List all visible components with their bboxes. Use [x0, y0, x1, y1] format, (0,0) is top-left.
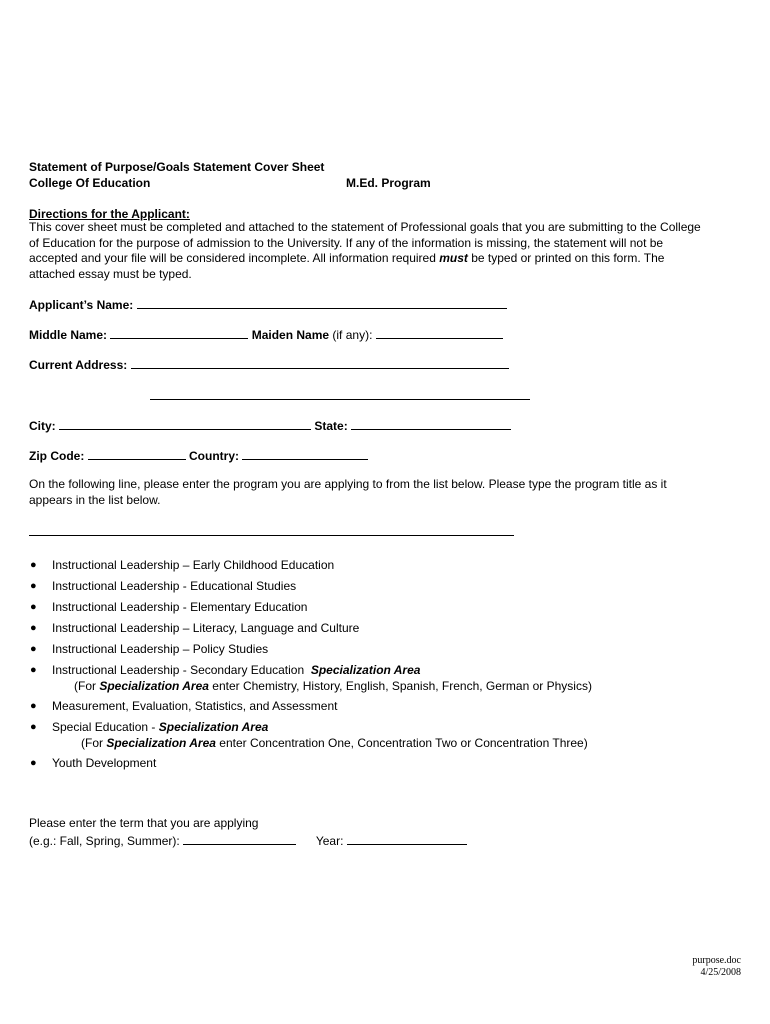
year-label: Year:	[315, 834, 347, 848]
program-instruction-line: On the following line, please enter the program you are applying to from the list below. Please type the program title as it	[29, 477, 667, 491]
directions-line: This cover sheet must be completed and attached to the statement of Professional goals that you are submitting to the College	[29, 220, 701, 234]
list-item-text: Special Education -	[52, 720, 159, 734]
term-instruction: Please enter the term that you are applying	[29, 816, 259, 830]
maiden-name-field[interactable]	[376, 326, 503, 339]
term-label: (e.g.: Fall, Spring, Summer):	[29, 834, 184, 848]
specialization-label: Specialization Area	[99, 679, 209, 693]
bullet-icon: ●	[30, 700, 37, 712]
directions-heading: Directions for the Applicant:	[29, 207, 190, 221]
document-title: Statement of Purpose/Goals Statement Cover Sheet	[29, 160, 325, 174]
list-item	[52, 663, 420, 677]
directions-line: of Education for the purpose of admission to the University. If any of the information is missing, the statement will not be	[29, 235, 664, 250]
directions-paragraph	[29, 220, 749, 282]
maiden-name-label: Maiden Name	[251, 328, 330, 342]
zip-code-field[interactable]	[88, 447, 186, 460]
city-state-row	[29, 417, 511, 433]
applicant-name-label: Applicant’s Name:	[29, 298, 134, 312]
note-text: (For	[81, 736, 107, 750]
bullet-icon: ●	[30, 601, 37, 613]
list-item: Instructional Leadership – Literacy, Language and Culture	[52, 621, 360, 635]
footer-filename: purpose.doc	[692, 955, 741, 966]
list-item: Instructional Leadership - Elementary Education	[52, 600, 308, 614]
country-field[interactable]	[242, 447, 368, 460]
note-text: (For	[74, 679, 100, 693]
list-item: Youth Development	[52, 756, 157, 770]
specialization-label: Specialization Area	[106, 736, 216, 750]
list-item: Instructional Leadership – Early Childhood Education	[52, 558, 335, 572]
middle-name-field[interactable]	[110, 326, 248, 339]
state-label: State:	[314, 419, 348, 433]
bullet-icon: ●	[30, 580, 37, 592]
bullet-icon: ●	[30, 664, 37, 676]
bullet-icon: ●	[30, 721, 37, 733]
term-row	[29, 832, 467, 848]
country-label: Country:	[189, 449, 240, 463]
program-instruction	[29, 477, 749, 508]
maiden-name-note: (if any):	[329, 328, 373, 342]
footer-date: 4/25/2008	[700, 967, 741, 978]
city-field[interactable]	[59, 417, 311, 430]
directions-line	[29, 251, 749, 267]
directions-line: attached essay must be typed.	[29, 266, 192, 281]
footer	[692, 955, 741, 979]
list-item: Measurement, Evaluation, Statistics, and Assessment	[52, 699, 338, 713]
specialization-note	[81, 736, 588, 750]
college-name: College Of Education	[29, 176, 151, 190]
list-item: Instructional Leadership - Educational Studies	[52, 579, 297, 593]
specialization-note	[74, 679, 592, 693]
specialization-label: Specialization Area	[310, 663, 421, 677]
current-address-row	[29, 356, 509, 372]
zip-code-label: Zip Code:	[29, 449, 85, 463]
bullet-icon: ●	[30, 559, 37, 571]
address-line-2-field[interactable]	[150, 399, 530, 400]
applicant-name-field[interactable]	[137, 296, 507, 309]
program-title-field[interactable]	[29, 535, 514, 536]
middle-maiden-row	[29, 326, 503, 342]
state-field[interactable]	[351, 417, 511, 430]
middle-name-label: Middle Name:	[29, 328, 108, 342]
must-emphasis: must	[439, 251, 468, 265]
directions-text: accepted and your file will be considered incomplete. All information required	[29, 251, 440, 265]
specialization-label: Specialization Area	[158, 720, 269, 734]
applicant-name-row	[29, 296, 507, 312]
current-address-label: Current Address:	[29, 358, 128, 372]
program-name: M.Ed. Program	[346, 176, 431, 190]
list-item-text: Instructional Leadership - Secondary Education	[52, 663, 311, 677]
year-field[interactable]	[347, 832, 467, 845]
bullet-icon: ●	[30, 757, 37, 769]
bullet-icon: ●	[30, 643, 37, 655]
term-field[interactable]	[183, 832, 296, 845]
program-instruction-line: appears in the list below.	[29, 492, 161, 507]
list-item	[52, 720, 268, 734]
city-label: City:	[29, 419, 56, 433]
list-item: Instructional Leadership – Policy Studies	[52, 642, 269, 656]
bullet-icon: ●	[30, 622, 37, 634]
zip-country-row	[29, 447, 368, 463]
note-text: enter Concentration One, Concentration Two or Concentration Three)	[215, 736, 588, 750]
directions-text: be typed or printed on this form. The	[467, 251, 665, 265]
current-address-field[interactable]	[131, 356, 509, 369]
note-text: enter Chemistry, History, English, Spanish, French, German or Physics)	[208, 679, 592, 693]
